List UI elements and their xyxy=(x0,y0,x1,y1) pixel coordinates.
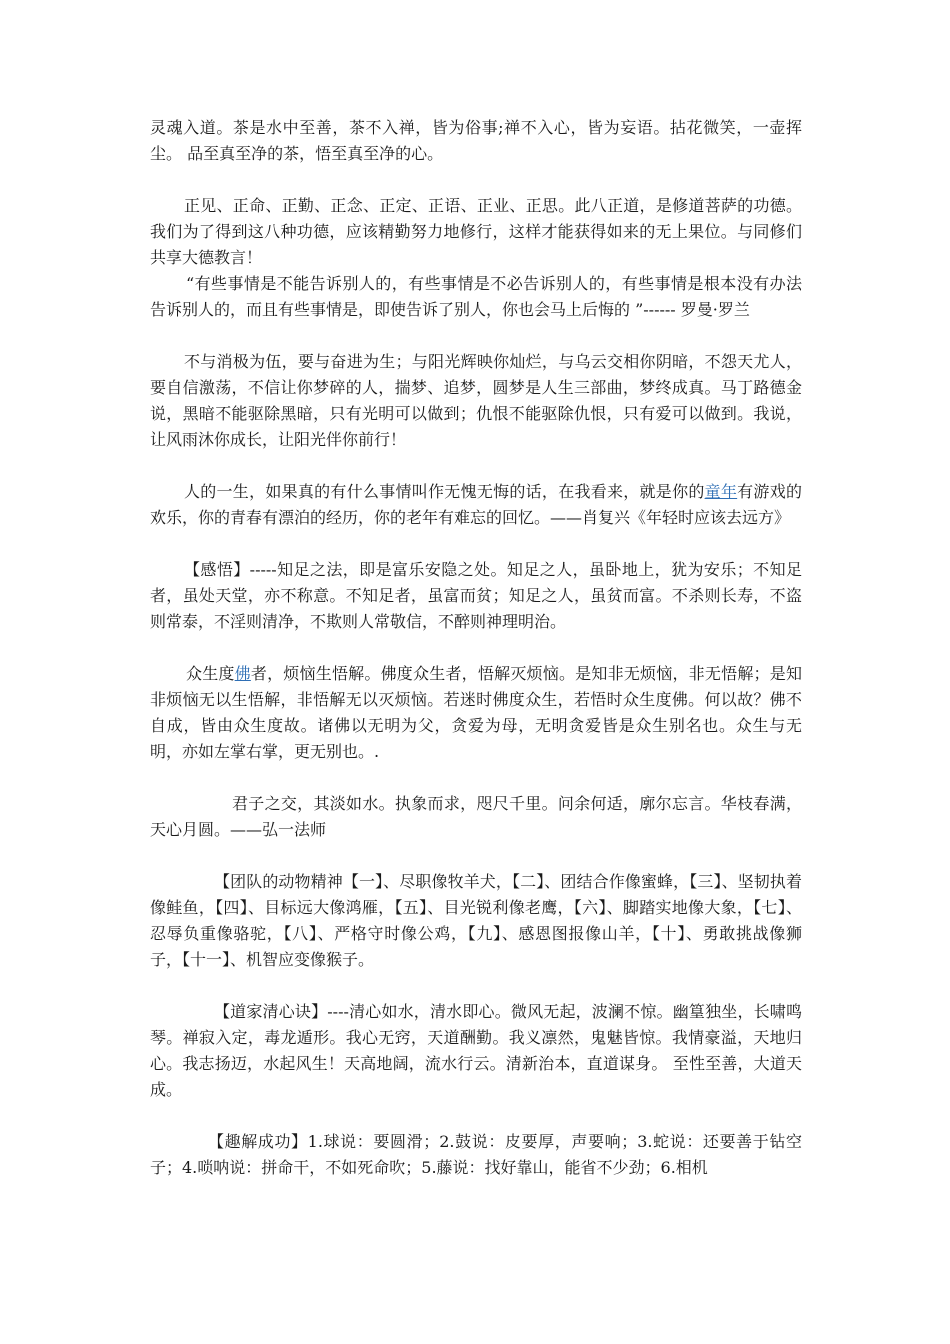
paragraph-eightfold-path: 正见、正命、正勤、正念、正定、正语、正业、正思。此八正道，是修道菩萨的功德。我们为了得到这八种功德，应该精勤努力地修行，这样才能获得如来的无上果位。与同修们共享大德教言！ xyxy=(150,196,802,267)
paragraph-buddha-sentient-beings xyxy=(150,661,802,765)
paragraph-xiao-fuxing-quote xyxy=(150,479,802,531)
paragraph-positivity: 不与消极为伍，要与奋进为生；与阳光辉映你灿烂，与乌云交相你阴暗，不怨天尤人，要自信激荡，不信让你梦碎的人，揣梦、追梦，圆梦是人生三部曲，梦终成真。马丁路德金说，黑暗不能驱除黑暗，只有光明可以做到；仇恨不能驱除仇恨，只有爱可以做到。我说，让风雨沐你成长，让阳光伴你前行！ xyxy=(150,352,802,449)
paragraph-tea-zen: 灵魂入道。茶是水中至善，茶不入禅，皆为俗事;禅不入心，皆为妄语。拈花微笑，一壶挥尘。 品至真至净的茶，悟至真至净的心。 xyxy=(150,118,802,163)
paragraph-contentment: 【感悟】-----知足之法，即是富乐安隐之处。知足之人，虽卧地上，犹为安乐；不知足者，虽处天堂，亦不称意。不知足者，虽富而贫；知足之人，虽贫而富。不杀则长寿，不盗则常泰，不淫则清净，不欺则人常敬信，不醉则神理明治。 xyxy=(150,560,802,631)
paragraph-team-animal-spirit: 【团队的动物精神【一】、尽职像牧羊犬，【二】、团结合作像蜜蜂，【三】、坚韧执着像鲑鱼，【四】、目标远大像鸿雁，【五】、目光锐利像老鹰，【六】、脚踏实地像大象，【七】、忍辱负重像骆驼，【八】、严格守时像公鸡，【九】、感恩图报像山羊，【十】、勇敢挑战像狮子，【十一】、机智应变像猴子。 xyxy=(150,872,802,969)
paragraph-text: 者，烦恼生悟解。佛度众生者，悟解灭烦恼。是知非无烦恼，非无悟解；是知非烦恼无以生悟解，非悟解无以灭烦恼。若迷时佛度众生，若悟时众生度佛。何以故？佛不自成，皆由众生度故。诸佛以无明为父，贪爱为母，无明贪爱皆是众生别名也。众生与无明，亦如左掌右掌，更无别也。. xyxy=(150,664,802,761)
paragraph-romain-rolland-quote: “有些事情是不能告诉别人的，有些事情是不必告诉别人的，有些事情是根本没有办法告诉别人的，而且有些事情是，即使告诉了别人，你也会马上后悔的 ”------ 罗曼·罗兰 xyxy=(150,274,802,319)
paragraph-text: 众生度 xyxy=(186,664,235,683)
paragraph-hongyi-quote: 君子之交，其淡如水。执象而求，咫尺千里。问余何适，廓尔忘言。华枝春满，天心月圆。——弘一法师 xyxy=(150,794,802,839)
paragraph-text: 有游戏的欢乐，你的青春有漂泊的经历，你的老年有难忘的回忆。——肖复兴《年轻时应该去远方》 xyxy=(150,482,802,527)
buddha-link[interactable]: 佛 xyxy=(234,664,251,683)
paragraph-taoist-clear-mind: 【道家清心诀】----清心如水，清水即心。微风无起，波澜不惊。幽篁独坐，长啸鸣琴。禅寂入定，毒龙遁形。我心无窍，天道酬勤。我义凛然，鬼魅皆惊。我情豪溢，天地归心。我志扬迈，水起风生！天高地阔，流水行云。清新治本，直道谋身。 至性至善，大道天成。 xyxy=(150,1002,802,1099)
document-body xyxy=(150,115,802,1207)
paragraph-fun-success: 【趣解成功】1.球说：要圆滑；2.鼓说：皮要厚，声要响；3.蛇说：还要善于钻空子；4.唢呐说：拼命干，不如死命吹；5.藤说：找好靠山，能省不少劲；6.相机 xyxy=(150,1132,802,1177)
paragraph-text: 人的一生，如果真的有什么事情叫作无愧无悔的话，在我看来，就是你的 xyxy=(184,482,705,501)
childhood-link[interactable]: 童年 xyxy=(704,482,738,501)
